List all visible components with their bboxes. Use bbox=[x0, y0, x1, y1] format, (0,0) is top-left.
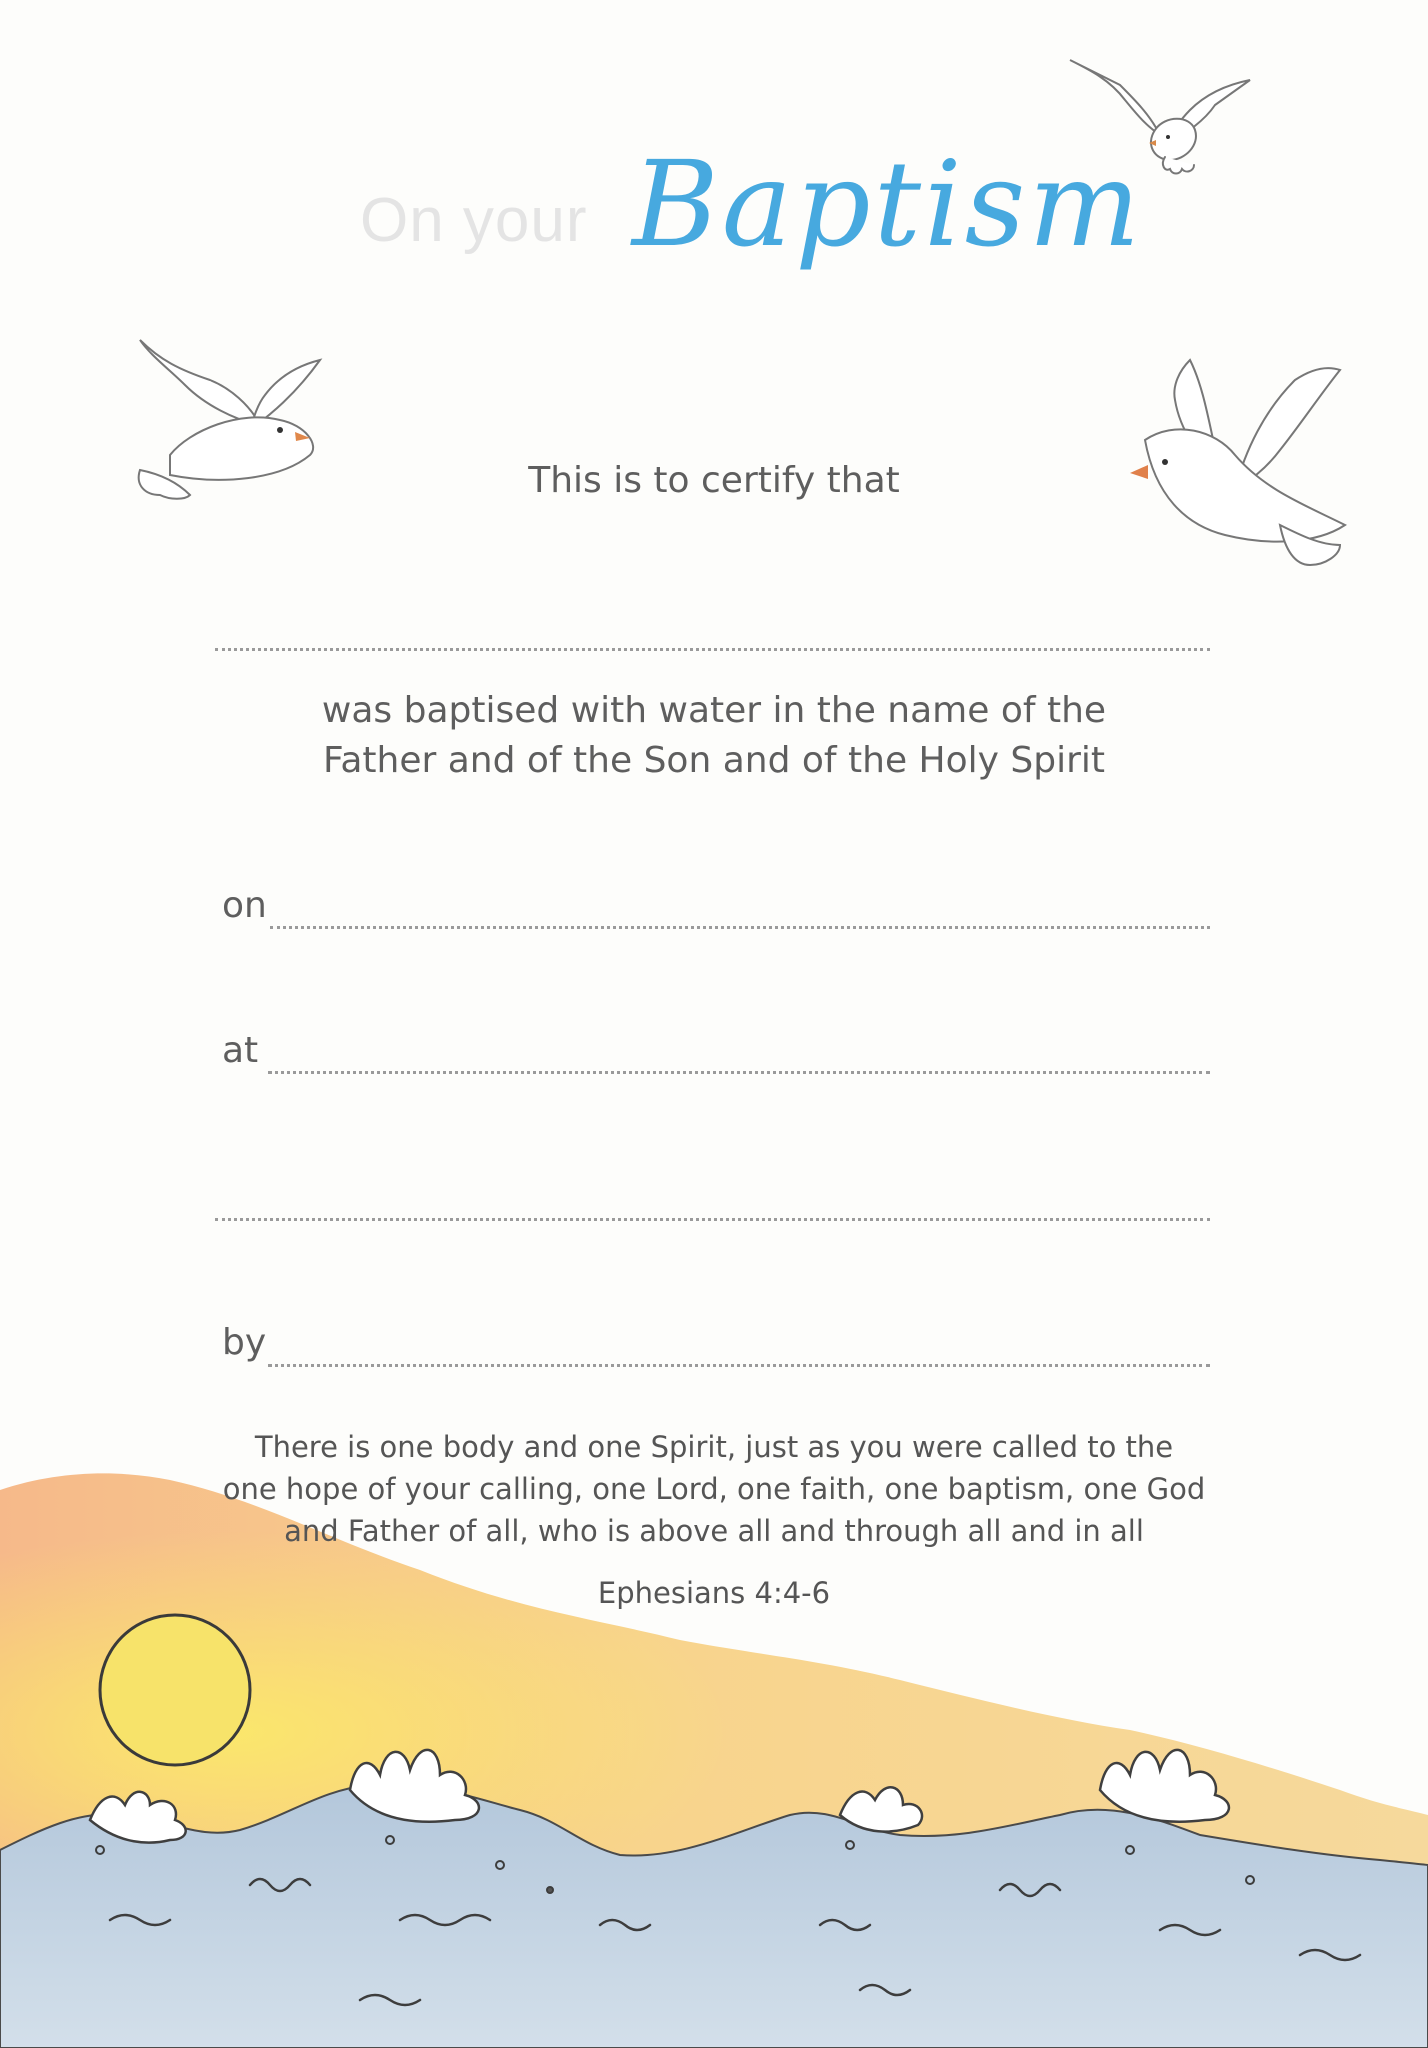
by-label: by bbox=[222, 1322, 267, 1363]
page-title: Baptism bbox=[632, 135, 1144, 273]
baptised-line-2: Father and of the Son and of the Holy Spirit bbox=[322, 740, 1106, 781]
date-field-line[interactable] bbox=[270, 926, 1210, 929]
officiant-field-line[interactable] bbox=[268, 1364, 1210, 1367]
name-field-line[interactable] bbox=[215, 648, 1210, 651]
at-label: at bbox=[222, 1030, 259, 1071]
baptised-line-1: was baptised with water in the name of the bbox=[321, 690, 1107, 731]
sun-icon bbox=[100, 1615, 250, 1765]
verse-reference: Ephesians 4:4-6 bbox=[597, 1576, 831, 1610]
certify-text: This is to certify that bbox=[528, 460, 900, 501]
verse-line-3: and Father of all, who is above all and through all and in all bbox=[284, 1514, 1144, 1548]
place-field-line[interactable] bbox=[268, 1071, 1210, 1074]
title-prefix: On your bbox=[360, 186, 588, 255]
verse-line-1: There is one body and one Spirit, just as you were called to the bbox=[254, 1430, 1174, 1464]
place-field-line-2[interactable] bbox=[215, 1218, 1210, 1221]
verse-line-2: one hope of your calling, one Lord, one faith, one baptism, one God bbox=[222, 1472, 1206, 1506]
on-label: on bbox=[222, 885, 267, 926]
